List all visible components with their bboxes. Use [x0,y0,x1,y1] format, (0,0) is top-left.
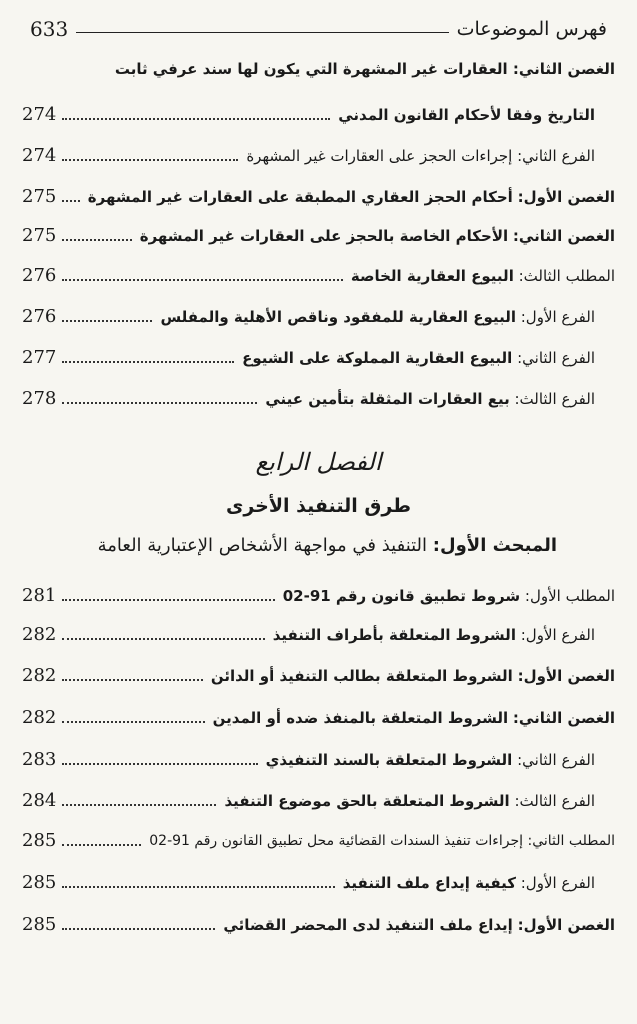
toc-entry-label: الغصن الأول: [517,667,615,685]
toc-entry-label: الفرع الثالث: [514,792,595,810]
toc-entry-title: الشروط المتعلقة بالحق موضوع التنفيذ [224,792,510,810]
toc-entry-label: المطلب الأول: [524,587,615,605]
toc-entry-page: 282 [22,624,57,645]
leader-dots [62,721,204,723]
toc-entry-label: الغصن الثاني: [512,227,615,245]
toc-entry-page: 274 [22,145,57,166]
toc-entry-page: 278 [22,388,57,409]
toc-entry-title: البيوع العقارية للمفقود وناقص الأهلية والمفلس [160,308,516,326]
toc-entry-title: التاريخ وفقا لأحكام القانون المدني [338,106,595,124]
toc-entry-label: الغصن الأول: [517,188,615,206]
toc-entry[interactable] [22,612,615,646]
section-heading [98,535,557,556]
toc-entry-page: 276 [22,265,57,286]
page-header [30,14,607,44]
toc-entry[interactable] [22,376,615,410]
leader-dots [62,361,234,363]
page-title: فهرس الموضوعات [456,18,607,40]
leader-dots [62,402,257,404]
toc-entry-label: الفرع الثاني: [517,349,595,367]
toc-entry[interactable] [22,695,615,729]
toc-entry-title: البيوع العقارية الخاصة [350,267,514,285]
toc-entry-page: 275 [22,186,57,207]
toc-entry-page: 283 [22,749,57,770]
page-number: 633 [30,17,69,41]
leader-dots [62,763,257,765]
toc-entry-title: الشروط المتعلقة بطالب التنفيذ أو الدائن [210,667,513,685]
toc-entry-page: 274 [22,104,57,125]
chapter-subtitle: طرق التنفيذ الأخرى [225,495,412,517]
toc-entry-page: 284 [22,790,57,811]
toc-entry-label: الفرع الأول: [520,874,595,892]
toc-entry[interactable] [22,573,615,607]
toc-entry-title: الشروط المتعلقة بالسند التنفيذي [265,751,513,769]
toc-entry-page: 281 [22,585,57,606]
leader-dots [62,239,131,241]
toc-entry[interactable] [22,294,615,328]
toc-entry[interactable] [22,778,615,812]
toc-entry-label: الفرع الثالث: [514,390,595,408]
toc-entry-page: 277 [22,347,57,368]
section-label: المبحث الأول: [432,535,557,556]
toc-entry-label: الفرع الثاني: [517,751,595,769]
leader-dots [62,928,215,930]
leader-dots [62,279,343,281]
toc-entry-title: الأحكام الخاصة بالحجز على العقارات غير المشهرة [139,227,509,245]
toc-entry-title: إيداع ملف التنفيذ لدى المحضر القضائي [223,916,513,934]
leader-dots [62,886,334,888]
toc-entry-label: المطلب الثالث: [518,267,615,285]
toc-entry-label: المطلب الثاني: [527,833,615,849]
toc-entry-title: كيفية إيداع ملف التنفيذ [342,874,516,892]
leader-dots [62,320,152,322]
toc-entry[interactable] [22,335,615,369]
toc-entry-page: 285 [22,872,57,893]
toc-entry-label: الغصن الأول: [517,916,615,934]
leader-dots [62,679,202,681]
toc-entry-title: إجراءات تنفيذ السندات القضائية محل تطبيق القانون رقم 91-02 [149,833,524,849]
toc-entry-page: 282 [22,707,57,728]
toc-entry[interactable] [22,92,615,126]
toc-entry[interactable] [22,213,615,247]
toc-entry-title: إجراءات الحجز على العقارات غير المشهرة [246,147,513,165]
leader-dots [62,844,141,846]
leader-dots [62,159,238,161]
toc-entry-title: بيع العقارات المثقلة بتأمين عيني [265,390,510,408]
toc-entry-title: أحكام الحجز العقاري المطبقة على العقارات غير المشهرة [87,188,513,206]
leader-dots [62,804,216,806]
toc-entry-label: الغصن الثاني: [512,709,615,727]
toc-entry[interactable] [22,653,615,687]
leader-dots [62,200,79,202]
toc-entry-title: العقارات غير المشهرة التي يكون لها سند عرفي ثابت [114,60,508,78]
toc-entry[interactable] [22,133,615,167]
section-title: التنفيذ في مواجهة الأشخاص الإعتبارية العامة [97,535,428,556]
chapter-title: الفصل الرابع [255,448,382,476]
leader-dots [62,599,274,601]
toc-entry-wrap [115,60,615,78]
toc-entry-label: الفرع الأول: [520,308,595,326]
toc-entry[interactable] [22,737,615,771]
toc-entry-title: البيوع العقارية المملوكة على الشيوع [242,349,513,367]
toc-entry-title: الشروط المتعلقة بأطراف التنفيذ [272,626,516,644]
toc-entry[interactable] [22,902,615,936]
toc-entry-label: الفرع الأول: [520,626,595,644]
toc-entry-title: شروط تطبيق قانون رقم 91-02 [282,587,521,605]
toc-entry-page: 285 [22,914,57,935]
toc-entry-page: 285 [22,830,57,851]
leader-dots [62,118,330,120]
toc-entry-page: 275 [22,225,57,246]
toc-entry-label: الغصن الثاني: [512,60,615,78]
header-rule [76,32,448,33]
leader-dots [62,638,264,640]
toc-entry-page: 282 [22,665,57,686]
toc-entry[interactable] [22,174,615,208]
toc-entry-title: الشروط المتعلقة بالمنفذ ضده أو المدين [212,709,509,727]
toc-entry-page: 276 [22,306,57,327]
toc-entry[interactable] [22,253,615,287]
toc-entry-label: الفرع الثاني: [517,147,595,165]
toc-entry[interactable] [22,818,615,852]
toc-entry[interactable] [22,860,615,894]
